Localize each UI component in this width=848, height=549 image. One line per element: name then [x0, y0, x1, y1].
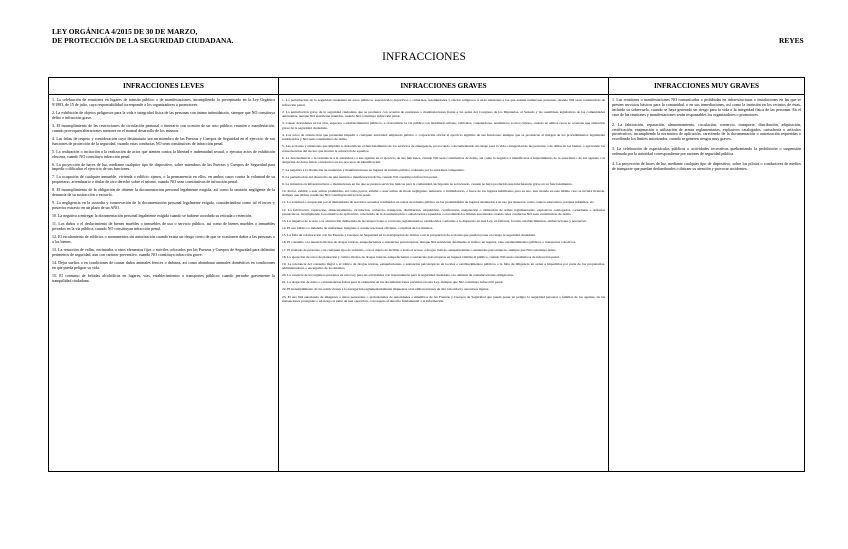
- list-item: 1. La perturbación de la seguridad ciudadana en actos públicos, espectáculos deportivos o culturales, solemnidades y oficios religiosos u otras reuniones a las que asistan numerosas personas, cuando NO sean constitutivas de infracción penal.: [282, 98, 605, 107]
- table-body-row: [49, 95, 805, 472]
- list-item: 10. La negativa a entregar la documentación personal legalmente exigida cuando se hubiese acordado su retirada o retención.: [52, 214, 253, 219]
- list-item: 14. El uso público e indebido de uniformes, insignias o condecoraciones oficiales, o réplicas de los mismos.: [282, 226, 434, 231]
- infractions-table: [48, 77, 805, 472]
- list-item: 15. La falta de colaboración con las Fuerzas y Cuerpos de Seguridad en la averiguación de delitos o en la prevención de acciones que puedan poner en riesgo la seguridad ciudadana.: [282, 233, 536, 238]
- list-item: 20. La carencia de los registros previstos en esta Ley para las actividades con trascendencia para la seguridad ciudadana o la omisión de comunicaciones obligatorias.: [282, 273, 514, 278]
- list-item: 4. La proyección de haces de luz, mediante cualquier tipo de dispositivo, sobre los pilotos o conductores de medios de transporte que puedan deslumbrarles o distraer su atención y provocar accidentes.: [612, 162, 801, 171]
- list-item: 18. La ejecución de actos de plantación y cultivo ilícitos de drogas tóxicas, estupefacientes o sustancias psicotrópicas en lugares visibles al público, cuando NO sean constitutivos de infracción penal.: [282, 254, 560, 259]
- list-item: 1. La celebración de reuniones en lugares de tránsito público o de manifestaciones, incumpliendo lo preceptuado en la Ley Orgánica 9/1983, de 15 de julio, cuya responsabilidad corresponde a los organizadores o promotores.: [52, 98, 275, 107]
- page-margin-mark: [48, 461, 49, 470]
- column-graves: [279, 95, 609, 472]
- list-item: 10. Portar, exhibir o usar armas prohibidas, así como portar, exhibir o usar armas de modo negligente, temerario o intimidatorio, o fuera de los lugares habilitados para su uso, aun cuando en este último caso se tuviera licencia, siempre que dichas conductas NO constituyan infracción penal.: [282, 188, 605, 198]
- list-item: 16. El consumo o la tenencia ilícitos de drogas tóxicas, estupefacientes o sustancias psicotrópicas, aunque NO estuvieran destinadas al tráfico, en lugares, vías, establecimientos públicos o transportes colectivos.: [282, 240, 577, 245]
- list-item: 8. La perturbación del desarrollo de una reunión o manifestación lícita, cuando NO constituya infracción penal.: [282, 174, 438, 179]
- heading-graves: INFRACCIONES GRAVES: [279, 78, 609, 95]
- list-item: 8. El incumplimiento de la obligación de obtener la documentación personal legalmente exigida, así como la omisión negligente de la denuncia de su sustracción o extravío.: [52, 188, 275, 198]
- list-item: 11. La solicitud o aceptación por el demandante de servicios sexuales retribuidos en zonas de tránsito público en las proximidades de lugares destinados a su uso por menores, como centros educativos, parques infantiles, etc.: [282, 200, 595, 205]
- list-item: 12. La fabricación, reparación, almacenamiento, circulación, comercio, transporte, distribución, adquisición, certificación, enajenación o utilización de armas reglamentarias, explosivos catalogados, cartuchería o artículos pirotécnicos, incumpliendo la normativa de aplicación, careciendo de la documentación o autorización requeridas o excediendo los límites autorizados cuando tales conductas NO sean constitutivas de delito.: [282, 207, 605, 217]
- list-item: 13. La remoción de vallas, encintados u otros elementos fijos o móviles colocados por las Fuerzas y Cuerpos de Seguridad para delimitar perímetros de seguridad, aun con carácter preventivo, cuando NO constituya infracción grave.: [52, 247, 275, 257]
- list-item: 13. La negativa de acceso o la obstrucción deliberada de las inspecciones o controles reglamentarios, establecidos conforme a lo dispuesto en esta Ley, en fábricas, locales, establecimientos, embarcaciones y aeronaves.: [282, 219, 587, 224]
- column-leves: [49, 95, 279, 472]
- list-item: 1. Las reuniones o manifestaciones NO comunicadas o prohibidas en infraestructuras o instalaciones en las que se presten servicios básicos para la comunidad, o en sus inmediaciones, así como la intrusión en los recintos de éstas, incluido su sobrevuelo, cuando se haya generado un riesgo para la vida o la integridad física de las personas. En el caso de las reuniones y manifestaciones serán responsables los organizadores o promotores.: [612, 98, 801, 117]
- list-item: 6. La proyección de haces de luz, mediante cualquier tipo de dispositivo, sobre miembros de las Fuerzas y Cuerpos de Seguridad para impedir o dificultar el ejercicio de sus funciones.: [52, 162, 275, 172]
- list-item: 2. La fabricación, reparación, almacenamiento, circulación, comercio, transporte, distribución, adquisición, certificación, enajenación o utilización de armas reglamentarias, explosivos catalogados, cartuchería o artículos pirotécnicos, incumpliendo la normativa de aplicación, careciendo de la documentación o autorización requeridas o excediendo los límites autorizados, cuando se generen riesgos muy graves.: [612, 122, 801, 142]
- author-name: REYES: [779, 36, 804, 45]
- document-header: [52, 27, 234, 45]
- law-title-line-2: DE PROTECCIÓN DE LA SEGURIDAD CIUDADANA.: [52, 36, 234, 45]
- list-item: 5. La realización o incitación a la realización de actos que atenten contra la libertad e indemnidad sexual, o ejecutar actos de exhibición obscena, cuando NO constituya infracción penal.: [52, 149, 275, 159]
- page-title: INFRACCIONES: [382, 51, 466, 63]
- list-item: 11. Los daños o el deslucimiento de bienes muebles o inmuebles de uso o servicio público, así como de bienes muebles o inmuebles privados en la vía pública, cuando NO constituyan infracción penal.: [52, 222, 275, 232]
- heading-leves: INFRACCIONES LEVES: [49, 78, 279, 95]
- list-item: 9. La intrusión en infraestructuras o instalaciones en las que se presten servicios básicos para la comunidad, incluyendo su sobrevuelo, cuando se haya producido una interferencia grave en su funcionamiento.: [282, 181, 573, 186]
- list-item: 14. Dejar sueltos o en condiciones de causar daños animales feroces o dañinos, así como abandonar animales domésticos en condiciones en que pueda peligrar su vida.: [52, 260, 275, 270]
- list-item: 3. La celebración de espectáculos públicos o actividades recreativas quebrantando la prohibición o suspensión ordenada por la autoridad correspondiente por razones de seguridad pública.: [612, 147, 801, 157]
- list-item: 6. La desobediencia o la resistencia a la autoridad o a sus agentes en el ejercicio de sus funciones, cuando NO sean constitutivas de delito, así como la negativa a identificarse a requerimiento de la autoridad o de sus agentes o la alegación de datos falsos o inexactos en los procesos de identificación.: [282, 155, 605, 165]
- list-item: 23. El uso NO autorizado de imágenes o datos personales o profesionales de autoridades o miembros de las Fuerzas y Cuerpos de Seguridad que pueda poner en peligro la seguridad personal o familiar de los agentes, de las instalaciones protegidas o en riesgo el éxito de una operación, con respeto al derecho fundamental a la información.: [282, 294, 605, 304]
- list-item: 21. La alegación de datos o circunstancias falsos para la obtención de las documentaciones previstas en esta Ley, siempre que NO constituya infracción penal.: [282, 280, 504, 285]
- table-header-row: [49, 78, 805, 95]
- list-item: 7. La ocupación de cualquier inmueble, vivienda o edificio ajenos, o la permanencia en ellos, en ambos casos contra la voluntad de su propietario, arrendatario o titular de otro derecho sobre el mismo, cuando NO sean constitutivas de infracción penal.: [52, 175, 275, 185]
- list-item: 4. Los actos de obstrucción que pretendan impedir a cualquier autoridad, empleado público o corporación oficial el ejercicio legítimo de sus funciones, siempre que se produzcan al margen de los procedimientos legalmente establecidos y NO sean constitutivos de delito.: [282, 132, 605, 142]
- list-item: 5. Las acciones y omisiones que impidan u obstaculicen el funcionamiento de los servicios de emergencia, provocando o incrementando un riesgo para la vida o integridad de las personas o de daños en los bienes, o agravando las consecuencias del suceso que motive la actuación de aquellos.: [282, 144, 605, 153]
- list-item: 3. El incumplimiento de las restricciones de circulación peatonal o itinerario con ocasión de un acto público, reunión o manifestación, cuando provoquen alteraciones menores en el normal desarrollo de los mismos.: [52, 123, 275, 133]
- heading-muy-graves: INFRACCIONES MUY GRAVES: [609, 78, 805, 95]
- list-item: 22. El incumplimiento de las restricciones a la navegación reglamentariamente impuestas a las embarcaciones de alta velocidad y aeronaves ligeras.: [282, 287, 490, 292]
- list-item: 7. La negativa a la disolución de reuniones y manifestaciones en lugares de tránsito público ordenada por la autoridad competente.: [282, 167, 465, 172]
- list-item: 12. El escalamiento de edificios o monumentos sin autorización cuando exista un riesgo cierto de que se ocasionen daños a las personas o a los bienes.: [52, 235, 275, 244]
- list-item: 2. La perturbación grave de la seguridad ciudadana que se produzca con ocasión de reuniones o manifestaciones frente a las sedes del Congreso de los Diputados, el Senado y las asambleas legislativas de las comunidades autónomas, aunque NO estuvieran reunidas, cuando NO constituya infracción penal.: [282, 109, 605, 119]
- column-muy-graves: [609, 95, 805, 472]
- law-title-line-1: LEY ORGÁNICA 4/2015 DE 30 DE MARZO,: [52, 27, 198, 36]
- list-item: 19. La tolerancia del consumo ilegal o el tráfico de drogas tóxicas, estupefacientes o sustancias psicotrópicas en locales o establecimientos públicos o la falta de diligencia en orden a impedirlos por parte de los propietarios, administradores o encargados de los mismos.: [282, 261, 605, 271]
- list-item: 4. Las faltas de respeto y consideración cuyo destinatario sea un miembro de las Fuerzas y Cuerpos de Seguridad en el ejercicio de sus funciones de protección de la seguridad, cuando estas conductas NO sean constitutivas de infracción penal.: [52, 136, 275, 146]
- list-item: 17. El traslado de personas, con cualquier tipo de vehículo, con el objeto de facilitar a éstas el acceso a drogas tóxicas, estupefacientes o sustancias psicotrópicas, siempre que NO constituya delito.: [282, 247, 557, 252]
- list-item: 2. La exhibición de objetos peligrosos para la vida e integridad física de las personas con ánimo intimidatorio, siempre que NO constituya delito o infracción grave.: [52, 110, 275, 120]
- list-item: 9. La negligencia en la custodia y conservación de la documentación personal legalmente exigida, considerándose como tal el tercer y posterior extravío en un plazo de un AÑO.: [52, 201, 275, 211]
- list-item: 15. El consumo de bebidas alcohólicas en lugares, vías, establecimientos o transportes públicos cuando perturbe gravemente la tranquilidad ciudadana.: [52, 273, 275, 283]
- list-item: 3. Causar desórdenes en las vías, espacios o establecimientos públicos, u obstaculizar la vía pública con mobiliario urbano, vehículos, contenedores, neumáticos u otros objetos, cuando en ambos casos se ocasione una alteración grave de la seguridad ciudadana.: [282, 121, 605, 130]
